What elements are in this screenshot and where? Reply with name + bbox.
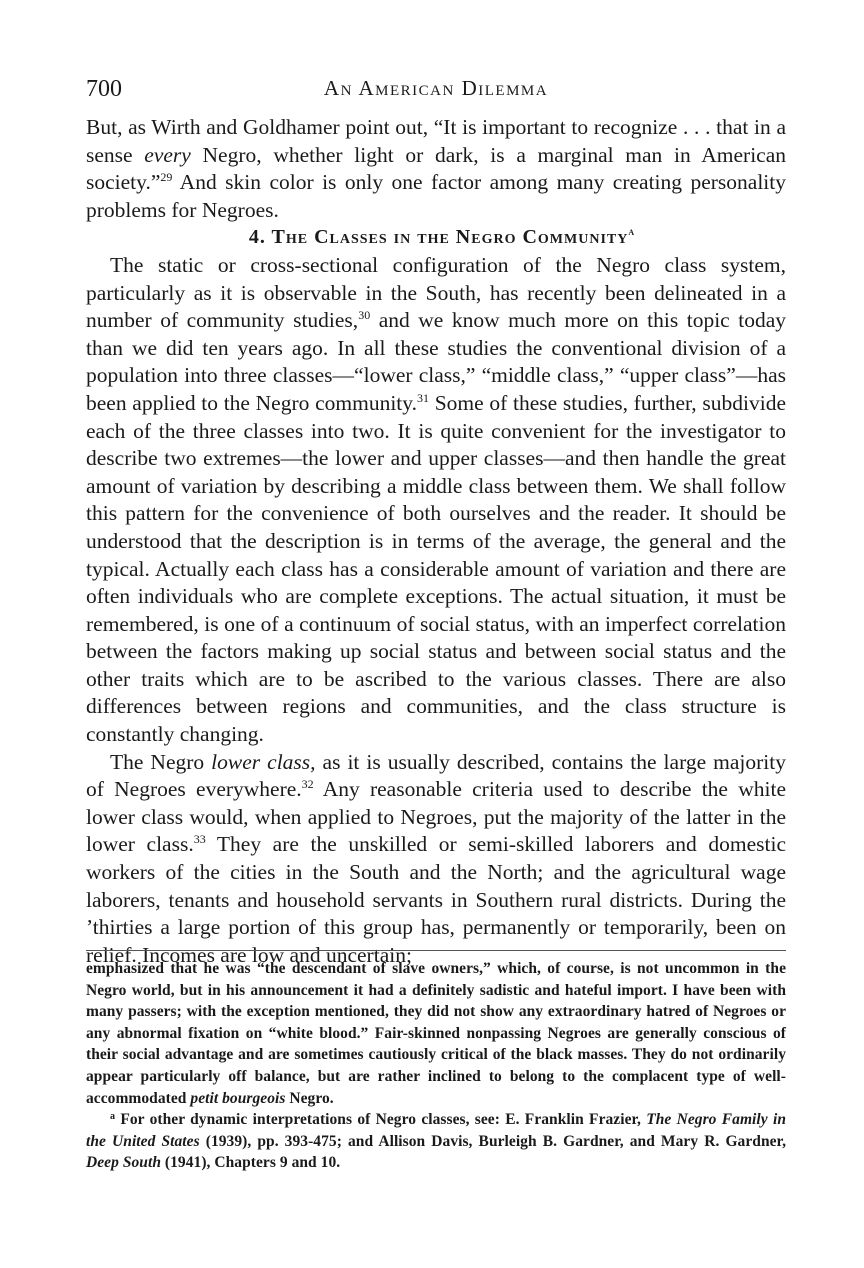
footnote-reference: 33 [193,832,206,847]
text-run: Negro. [285,1089,334,1107]
footnotes [86,958,786,1174]
footnote-reference: a [628,224,636,239]
footnote-marker: a [110,1111,116,1123]
footnote-reference: 30 [358,308,371,323]
footnote-divider [86,950,786,951]
text-run: They are the unskilled or semi-skilled laborers and domestic workers of the cities in the South and the North; and the agricultural wage laborers, tenants and household servants in Southern rural districts. During the ’thirties a large portion of this group has, permanently or temporarily, been on relief. Incomes are low and uncertain; [86,832,786,967]
footnote-reference: 32 [301,777,314,792]
emphasis: petit bourgeois [190,1089,286,1107]
text-run: The static or cross-sectional configuration of the Negro class system, particularly as it is observable in the South, has recently been delineated in a number of community studies, [86,252,786,333]
text-run: And skin color is only one factor among many creating personality problems for Negroes. [86,170,786,222]
text-run: as it is usually described, contains the large majority of Negroes everywhere. [86,749,786,802]
emphasis: Deep South [86,1154,161,1172]
footnote-a [86,1109,786,1174]
main-text [86,114,786,969]
page-header [86,76,786,108]
page-number: 700 [86,76,122,102]
running-title: An American Dilemma [323,76,549,100]
footnote-reference: 29 [160,170,173,185]
text-run: For other dynamic interpretations of Negro classes, see: E. Franklin Frazier, [115,1111,647,1129]
paragraph-class-configuration [86,252,786,749]
section-heading-text: 4. The Classes in the Negro Community [248,226,629,249]
text-run: emphasized that he was “the descendant of slave owners,” which, of course, is not uncommon in the Negro world, but in his announcement it had a definitely sadistic and hateful import. I have been with many passers; with the exception mentioned, they did not show any extraordinary hatred of Negroes or any abnormal fixation on “white blood.” Fair-skinned nonpassing Negroes are generally conscious of their social advantage and are sometimes cautiously critical of the black masses. They do not ordinarily appear particularly off balance, but are rather inclined to belong to the complacent type of well-accommodated [86,960,786,1107]
text-run: (1941), Chapters 9 and 10. [161,1154,341,1172]
section-heading [86,224,786,252]
opening-paragraph [86,114,786,224]
emphasis: every [144,142,191,167]
text-run: Some of these studies, further, subdivide each of the three classes into two. It is quite convenient for the investigator to describe two extremes—the lower and upper classes—and then handle the great amount of variation by describing a middle class between them. We shall follow this pattern for the convenience of both ourselves and the reader. It should be understood that the description is in terms of the average, the general and the typical. Actually each class has a considerable amount of variation and there are often individuals who are complete exceptions. The actual situation, it must be remembered, is one of a continuum of social status, with an imperfect correlation between the factors making up social status and between social status and the other traits which are to be ascribed to the various classes. There are also differences between regions and communities, and the class structure is constantly changing. [86,390,786,747]
text-run: Negro, whether light or dark, is a marginal man in American society.” [86,142,787,195]
emphasis: lower class, [211,749,316,774]
text-run: and we know much more on this topic today than we did ten years ago. In all these studies the conventional division of a population into three classes—“lower class,” “middle class,” “upper class”—has been applied to the Negro community. [86,308,787,415]
paragraph-lower-class [86,749,786,970]
text-run: (1939), pp. 393-475; and Allison Davis, Burleigh B. Gardner, and Mary R. Gardner, [199,1132,786,1150]
text-run: Any reasonable criteria used to describe the white lower class would, when applied to Negroes, put the majority of the latter in the lower class. [86,777,786,857]
text-run: But, as Wirth and Goldhamer point out, “It is important to recognize . . . that in a sense [86,115,786,167]
emphasis: The Negro Family in the United States [86,1111,786,1150]
footnote-continued [86,958,786,1109]
text-run: The Negro [110,749,212,774]
footnote-reference: 31 [417,390,430,405]
